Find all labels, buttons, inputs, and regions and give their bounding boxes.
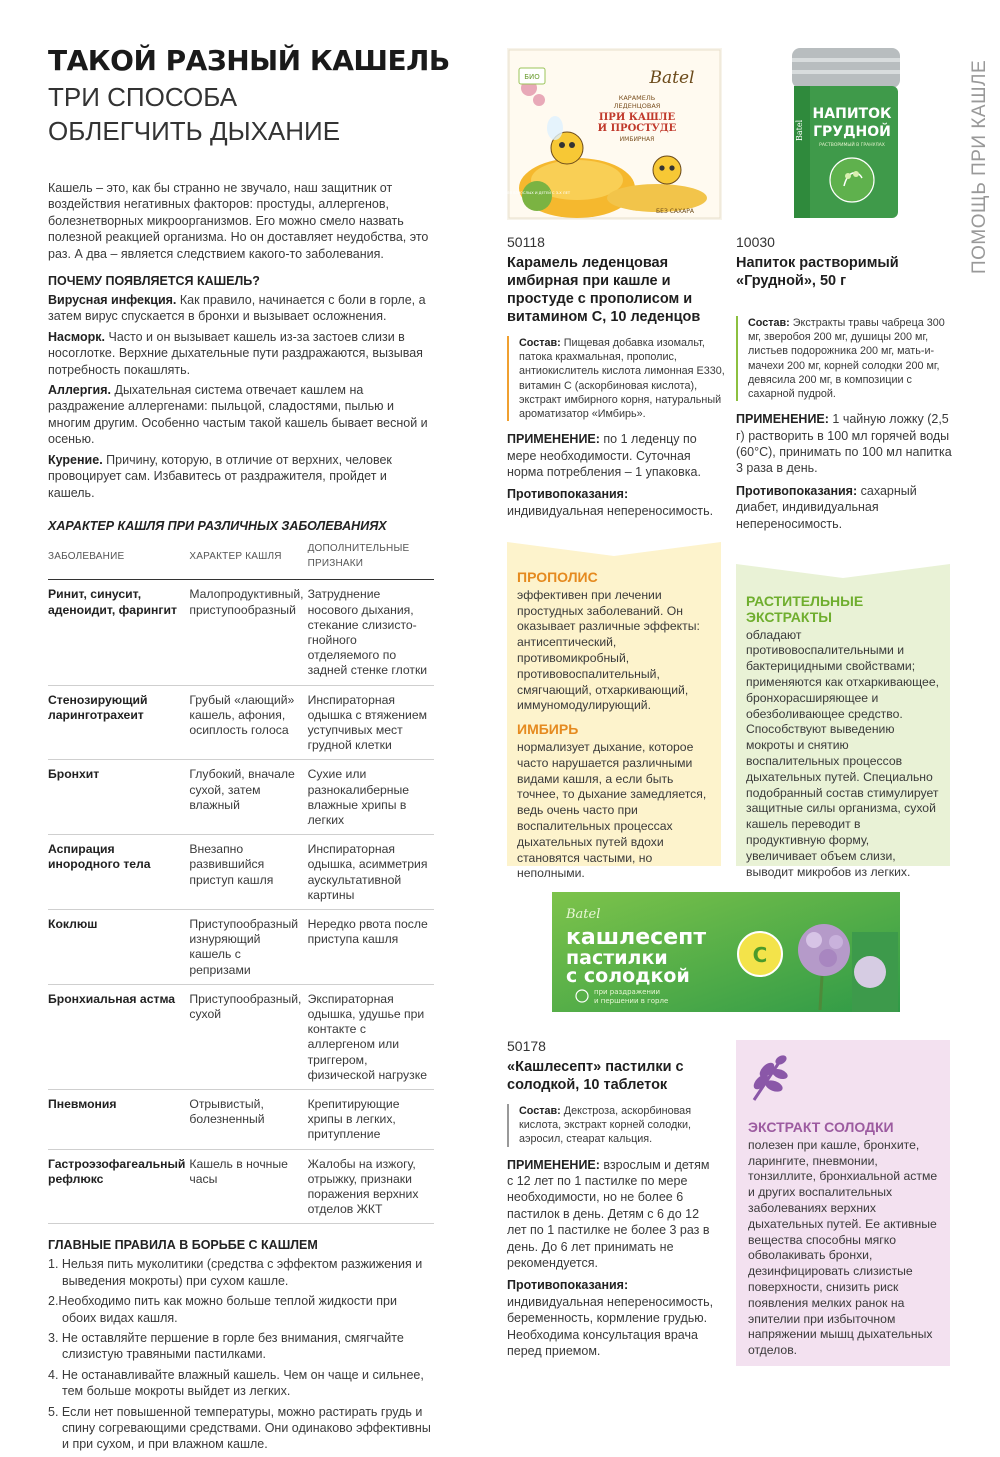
disease-cell: Стенозирующий ларинготрахеит <box>48 685 189 760</box>
table-heading: ХАРАКТЕР КАШЛЯ ПРИ РАЗЛИЧНЫХ ЗАБОЛЕВАНИЯХ <box>48 518 387 533</box>
cause-term: Курение. <box>48 452 103 467</box>
side-label-text: ПОМОЩЬ ПРИ КАШЛЕ <box>969 59 990 274</box>
product-code: 50118 <box>507 234 545 250</box>
usage-label: ПРИМЕНЕНИЕ: <box>736 412 829 427</box>
cause-item <box>48 452 434 501</box>
usage-label: ПРИМЕНЕНИЕ: <box>507 432 600 447</box>
rule-item: 1. Нельзя пить муколитики (средства с эффектом разжижения и выведения мокроты) при сухом кашле. <box>48 1257 423 1288</box>
rule-item: 5. Если нет повышенной температуры, можно растирать грудь и спину согревающими средствами. Они одинаково эффективны и при сухом, и при влажном кашле. <box>48 1404 431 1452</box>
why-heading: ПОЧЕМУ ПОЯВЛЯЕТСЯ КАШЕЛЬ? <box>48 274 260 289</box>
cough-cell: Малопродуктивный, приступообразный <box>189 580 307 685</box>
signs-cell: Инспираторная одышка, асимметрия аускультативной картины <box>308 835 434 910</box>
product-code: 10030 <box>736 234 775 250</box>
product-composition <box>507 336 725 421</box>
kashlesept-brand: Batel <box>566 907 601 922</box>
cause-item <box>48 329 434 378</box>
composition-label: Состав: <box>519 337 561 349</box>
caramel-package-image <box>503 48 722 220</box>
product-code: 50178 <box>507 1038 546 1054</box>
cause-text: Причину, которую, в отличие от верхних, человек провоцирует сам. Избавитесь от раздражителя, пройдет и кашель. <box>48 452 392 500</box>
cause-term: Аллергия. <box>48 383 111 398</box>
product-contraindications <box>736 483 954 532</box>
contra-text: индивидуальная непереносимость. <box>507 503 714 518</box>
cough-cell: Приступообразный, сухой <box>189 984 307 1089</box>
product-drink <box>736 234 954 532</box>
disease-cell: Гастроэзофагеальный рефлюкс <box>48 1149 189 1224</box>
signs-cell: Инспираторная одышка с втяжением уступчивых мест грудной клетки <box>308 685 434 760</box>
table-row <box>48 984 434 1089</box>
product-kashlesept <box>507 1038 719 1359</box>
product-usage <box>507 431 725 480</box>
product-contraindications <box>507 1277 719 1359</box>
signs-cell: Нередко рвота после приступа кашля <box>308 909 434 984</box>
kashlesept-package-drawing <box>552 892 900 1012</box>
composition-text: Пищевая добавка изомальт, патока крахмальная, прополис, антиокислитель кислота лимонная Е330, витамин С (аскорбиновая кислота), экстракт имбирного корня, натуральный ароматизатор «Имбирь». <box>519 337 725 421</box>
ginger-title: ИМБИРЬ <box>517 721 579 738</box>
column-header: ХАРАКТЕР КАШЛЯ <box>189 537 307 580</box>
table-row <box>48 685 434 760</box>
cough-cell: Приступообразный изнуряющий кашель с репризами <box>189 909 307 984</box>
cough-cell: Грубый «лающий» кашель, афония, осиплость голоса <box>189 685 307 760</box>
composition-label: Состав: <box>519 1105 561 1117</box>
cause-term: Насморк. <box>48 329 106 344</box>
rules-list <box>48 1256 434 1452</box>
intro-paragraph: Кашель – это, как бы странно не звучало, наш защитник от воздействия негативных факторов: простуды, аллергенов, болезнетворных микроорганизмов. Его можно смело назвать полезной реакцией организма. Но он доставляет неудобства, это раз. А два – является следствием какого-то заболевания. <box>48 181 429 261</box>
vitamin-c-badge: С <box>752 943 768 967</box>
product-usage <box>736 411 954 477</box>
sugar-label: БЕЗ САХАРА <box>656 208 694 215</box>
propolis-ginger-box <box>507 556 721 881</box>
page-subtitle <box>48 80 340 148</box>
drink-jar-drawing <box>788 46 904 222</box>
ginger-text: нормализует дыхание, которое часто нарушается различными видами кашля, а если быть точнее, то дыхание замедляется, ведь очень часто при воспалительных процессах дыхательных путей вдохи становятся частыми, но неполными. <box>517 739 707 881</box>
cough-cell: Отрывистый, болезненный <box>189 1090 307 1150</box>
cause-text: Часто и он вызывает кашель из-за застоев слизи в носоглотке. Верхние дыхательные пути раздражаются, вызывая потребность покашлять. <box>48 329 423 377</box>
cause-item <box>48 382 434 448</box>
column-header: ЗАБОЛЕВАНИЕ <box>48 537 189 580</box>
brand-label: Batel <box>649 68 695 88</box>
contra-text: сахарный диабет, индивидуальная непереносимость. <box>736 483 917 531</box>
product-composition <box>507 1104 719 1147</box>
cough-cell: Глубокий, вначале сухой, затем влажный <box>189 760 307 835</box>
rules-heading: ГЛАВНЫЕ ПРАВИЛА В БОРЬБЕ С КАШЛЕМ <box>48 1238 318 1253</box>
table-row <box>48 760 434 835</box>
table-row <box>48 1149 434 1224</box>
product-caramel <box>507 234 725 519</box>
jar-brand: Batel <box>795 119 804 141</box>
contra-text: индивидуальная непереносимость, беременность, кормление грудью. Необходима консультация врача перед приемом. <box>507 1294 714 1359</box>
rule-item: 2.Необходимо пить как можно больше теплой жидкости при обоих видах кашля. <box>48 1294 397 1325</box>
kashlesept-line: при раздражении <box>594 988 661 996</box>
composition-text: Экстракты травы чабреца 300 мг, зверобоя 200 мг, душицы 200 мг, листьев подорожника 200 мг, мать-и-мачехи 200 мг, корней солодки 200 мг, девясила 200 мг, в композиции с сахарной пудрой. <box>748 317 945 401</box>
bio-label: БИО <box>524 73 540 81</box>
usage-text: по 1 леденцу по мере необходимости. Суточная норма потребления – 1 упаковка. <box>507 432 701 480</box>
cough-cell: Кашель в ночные часы <box>189 1149 307 1224</box>
table-row <box>48 580 434 685</box>
cause-item <box>48 292 434 325</box>
licorice-box <box>736 1040 950 1366</box>
propolis-title: ПРОПОЛИС <box>517 569 598 585</box>
disease-cell: Пневмония <box>48 1090 189 1150</box>
disease-cell: Бронхиальная астма <box>48 984 189 1089</box>
contra-label: Противопоказания: <box>736 483 858 498</box>
plants-title: РАСТИТЕЛЬНЫЕ ЭКСТРАКТЫ <box>746 593 864 625</box>
kashlesept-line: пастилки <box>566 947 668 969</box>
contra-label: Противопоказания: <box>507 1278 629 1293</box>
disease-cell: Ринит, синусит, аденоидит, фарингит <box>48 580 189 685</box>
side-section-label <box>965 48 989 278</box>
licorice-leaf-icon <box>748 1052 790 1104</box>
pack-line: И ПРОСТУДЕ <box>597 123 677 134</box>
jar-line: ГРУДНОЙ <box>813 124 891 140</box>
plants-text: обладают противовоспалительными и бактерицидными свойствами; применяются как отхаркивающее, бронхорасширяющее и обезболивающее средство. Способствуют выведению мокроты и снятию воспалительных процессов дыхательных путей. Специально подобранный состав стимулирует защитные силы организма, сухой кашель переводит в продуктивную форму, увеличивает объем слизи, выводит микробов из легких. <box>746 627 939 879</box>
jar-line: НАПИТОК <box>812 106 892 122</box>
cause-text: Как правило, начинается с боли в горле, а затем вирус спускается в бронхи и вызывает осложнения. <box>48 293 426 324</box>
signs-cell: Жалобы на изжогу, отрыжку, признаки поражения верхних отделов ЖКТ <box>308 1149 434 1224</box>
product-name: Карамель леденцовая имбирная при кашле и простуде с прополисом и витамином С, 10 леденцов <box>507 255 701 325</box>
kashlesept-line: кашлесепт <box>566 925 707 950</box>
table-row <box>48 835 434 910</box>
column-header: ДОПОЛНИТЕЛЬНЫЕ ПРИЗНАКИ <box>308 537 434 580</box>
cause-term: Вирусная инфекция. <box>48 293 177 308</box>
signs-cell: Экспираторная одышка, удушье при контакте с аллергеном или триггером, физической нагрузке <box>308 984 434 1089</box>
drink-jar-image <box>788 46 904 222</box>
disease-cell: Бронхит <box>48 760 189 835</box>
licorice-title: ЭКСТРАКТ СОЛОДКИ <box>748 1119 894 1135</box>
product-name: Напиток растворимый «Грудной», 50 г <box>736 255 899 289</box>
kashlesept-line: и першении в горле <box>594 997 669 1005</box>
contra-label: Противопоказания: <box>507 487 629 502</box>
licorice-text: полезен при кашле, бронхите, ларингите, пневмонии, тонзиллите, бронхиальной астме и других воспалительных заболеваниях верхних дыхательных путей. Ее активные вещества способны мягко обволакивать бронхи, дезинфицировать слизистые поверхности, снизить риск появления мелких ранок на эпителии при избыточном напряжении мышц дыхательных отделов. <box>748 1137 938 1358</box>
kashlesept-line: с солодкой <box>566 965 690 987</box>
table-row <box>48 1090 434 1150</box>
plant-extracts-box <box>736 578 950 879</box>
product-usage <box>507 1157 719 1272</box>
usage-label: ПРИМЕНЕНИЕ: <box>507 1157 600 1172</box>
disease-table <box>48 537 434 1225</box>
product-contraindications <box>507 486 725 519</box>
signs-cell: Сухие или разнокалиберные влажные хрипы в легких <box>308 760 434 835</box>
propolis-text: эффективен при лечении простудных заболеваний. Он оказывает различные эффекты: антисептический, противомикробный, противовоспалительный, смягчающий, отхаркивающий, иммуномодулирующий. <box>517 587 700 713</box>
cough-cell: Внезапно развившийся приступ кашля <box>189 835 307 910</box>
disease-cell: Коклюш <box>48 909 189 984</box>
composition-label: Состав: <box>748 317 790 329</box>
rule-item: 3. Не оставляйте першение в горле без внимания, смягчайте слизистую травяными пастилками. <box>48 1331 404 1362</box>
pack-line: КАРАМЕЛЬ <box>618 94 656 102</box>
left-column <box>48 180 434 1457</box>
pack-line: ПРИ КАШЛЕ <box>598 112 676 123</box>
pack-line: ИМБИРНАЯ <box>619 136 655 143</box>
page-title: ТАКОЙ РАЗНЫЙ КАШЕЛЬ <box>48 44 450 77</box>
subtitle-line-2: ОБЛЕГЧИТЬ ДЫХАНИЕ <box>48 116 341 146</box>
pack-line: ЛЕДЕНЦОВАЯ <box>613 102 661 110</box>
product-name: «Кашлесепт» пастилки с солодкой, 10 таблеток <box>507 1059 684 1093</box>
subtitle-line-1: ТРИ СПОСОБА <box>48 82 238 112</box>
product-composition <box>736 316 954 401</box>
kashlesept-package-image <box>552 892 900 1012</box>
rule-item: 4. Не останавливайте влажный кашель. Чем он чаще и сильнее, тем больше мокроты выйдет из легких. <box>48 1367 424 1399</box>
signs-cell: Затруднение носового дыхания, стекание слизисто-гнойного отделяемого по задней стенке глотки <box>308 580 434 685</box>
composition-text: Декстроза, аскорбиновая кислота, экстракт корней солодки, аэросил, стеарат кальция. <box>519 1105 692 1146</box>
disease-cell: Аспирация инородного тела <box>48 835 189 910</box>
caramel-package-drawing <box>503 48 722 220</box>
usage-text: взрослым и детям с 12 лет по 1 пастилке по мере необходимости, но не более 6 пастилок в день. Детям с 6 до 12 лет по 1 пастилке не более 3 раз в день. До 6 лет принимать не рекомендуется. <box>507 1157 710 1271</box>
jar-line: РАСТВОРИМЫЙ В ГРАНУЛАХ <box>819 143 885 148</box>
cause-text: Дыхательная система отвечает кашлем на раздражение аллергенами: пыльцой, сладостями, пылью и многим другим. Особенно частым такой кашель бывает весной и осенью. <box>48 383 428 447</box>
usage-text: 1 чайную ложку (2,5 г) растворить в 100 мл горячей воды (60°С), принимать по 100 мл напитка 3 раза в день. <box>736 412 952 476</box>
table-row <box>48 909 434 984</box>
signs-cell: Крепитирующие хрипы в легких, притупление <box>308 1090 434 1150</box>
age-label: ДЛЯ ВЗРОСЛЫХ И ДЕТЕЙ С 3-Х ЛЕТ <box>503 191 571 195</box>
